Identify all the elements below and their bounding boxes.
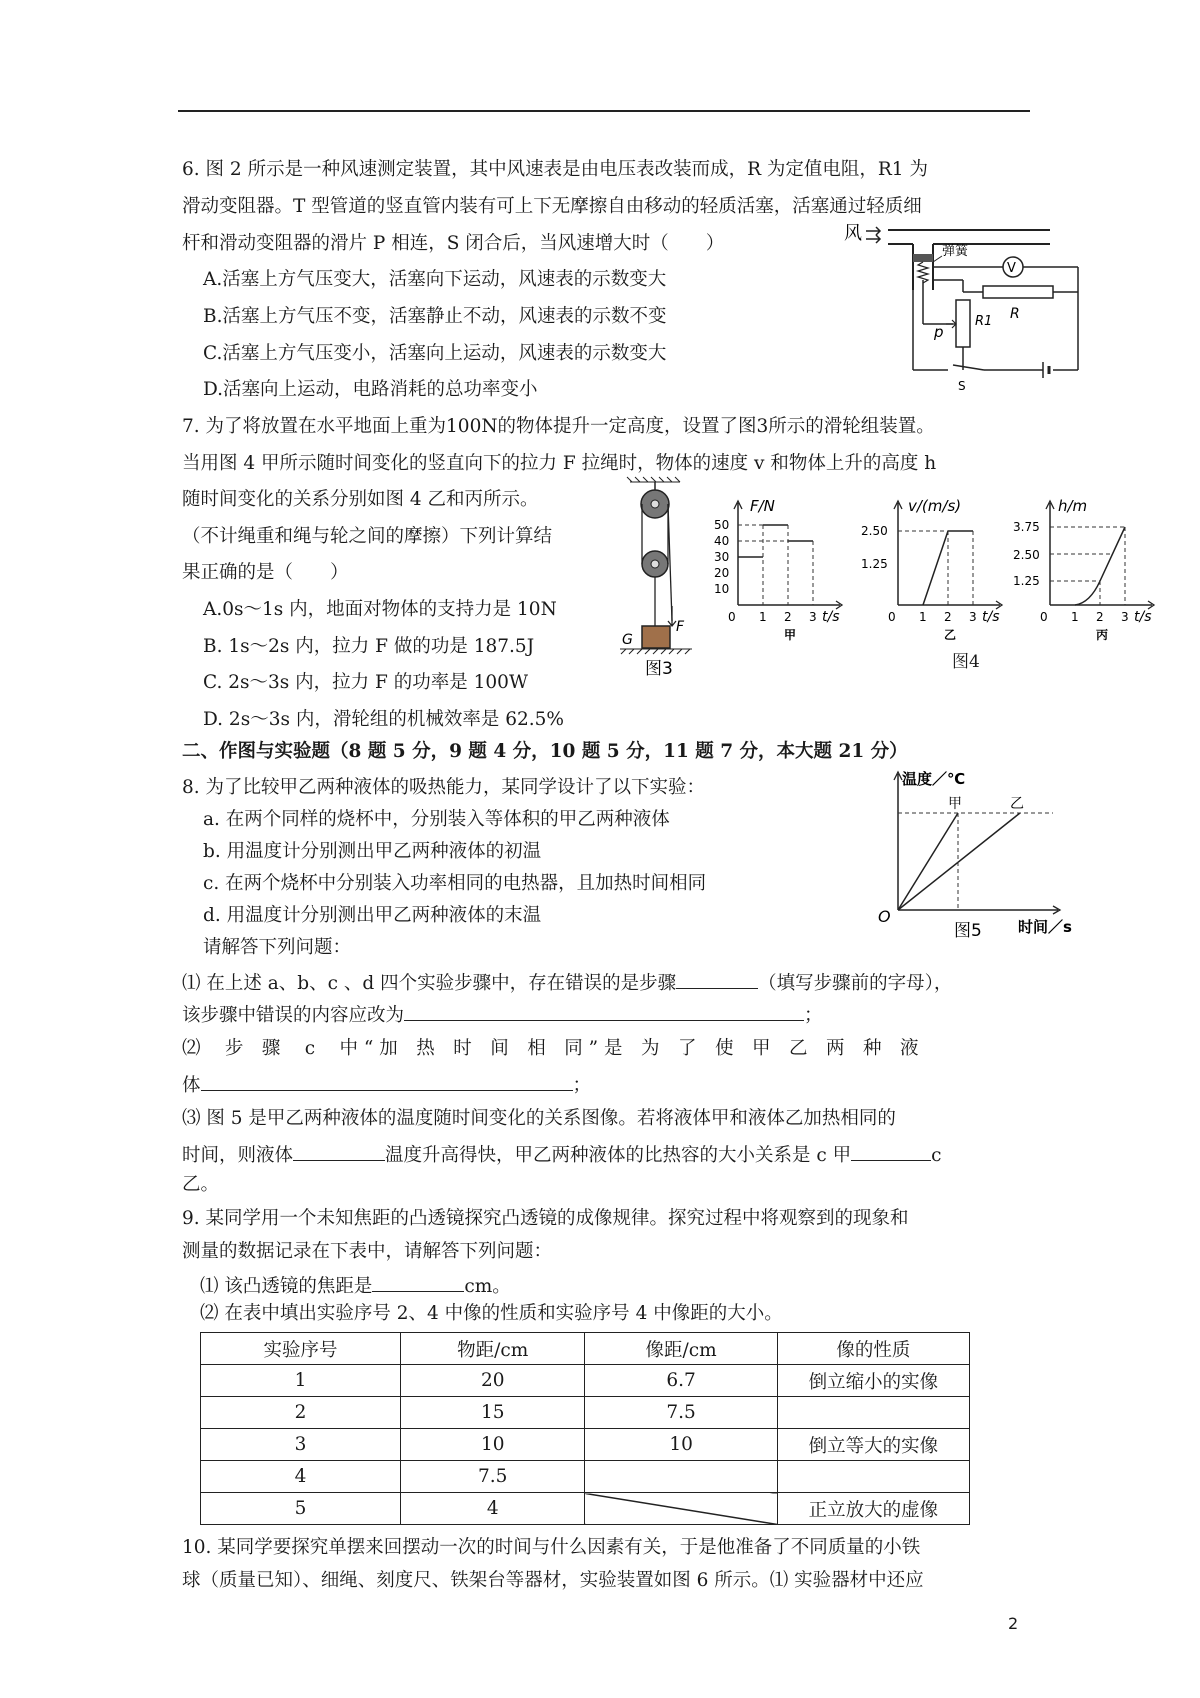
table-cell: 4 bbox=[400, 1493, 585, 1525]
q8-sub3-text-c: 温度升高得快，甲乙两种液体的比热容的大小关系是 c 甲 bbox=[385, 1145, 852, 1166]
q8-sub2-line2 bbox=[182, 1070, 591, 1098]
jia-ytick-30: 30 bbox=[714, 550, 730, 564]
q7-option-d: D. 2s～3s 内，滑轮组的机械效率是 62.5% bbox=[203, 709, 564, 730]
jia-ylabel: F/N bbox=[750, 497, 775, 515]
q8-sub3-line2 bbox=[182, 1140, 942, 1168]
jia-xlabel: t/s bbox=[822, 609, 840, 625]
jia-ytick-50: 50 bbox=[714, 518, 730, 532]
jia-name: 甲 bbox=[784, 628, 797, 642]
table-cell: 15 bbox=[400, 1397, 585, 1429]
voltmeter-label: V bbox=[1007, 261, 1016, 276]
bing-xtick-2: 2 bbox=[1096, 610, 1104, 624]
q7-option-c: C. 2s～3s 内，拉力 F 的功率是 100W bbox=[203, 672, 528, 693]
table-cell-answer[interactable] bbox=[777, 1461, 969, 1493]
q10-line2: 球（质量已知）、细绳、刻度尺、铁架台等器材，实验装置如图 6 所示。⑴ 实验器材中还应 bbox=[182, 1570, 924, 1591]
t-pipe bbox=[888, 230, 1050, 290]
q8-step-a: a. 在两个同样的烧杯中，分别装入等体积的甲乙两种液体 bbox=[203, 809, 670, 830]
slider-arrow-icon bbox=[946, 320, 956, 328]
jia-xtick-0: 0 bbox=[728, 610, 736, 624]
table-cell: 1 bbox=[201, 1365, 401, 1397]
table-cell: 10 bbox=[585, 1429, 777, 1461]
ceiling-hatch bbox=[627, 477, 680, 482]
bing-ytick-250: 2.50 bbox=[1013, 548, 1040, 562]
q8-sub3-blank-compare[interactable] bbox=[851, 1140, 931, 1161]
yi-ylabel: v/(m/s) bbox=[908, 497, 962, 515]
table-cell: 倒立等大的实像 bbox=[777, 1429, 969, 1461]
page-number: 2 bbox=[1008, 1614, 1019, 1633]
q9-sub1-text-a: ⑴ 该凸透镜的焦距是 bbox=[200, 1276, 373, 1297]
fig3-caption: 图3 bbox=[645, 659, 673, 679]
q8-sub1-blank-fix[interactable] bbox=[404, 1000, 804, 1021]
fig5-graph bbox=[858, 760, 1088, 940]
table-header: 实验序号 bbox=[201, 1333, 401, 1365]
q9-sub1-text-b: cm。 bbox=[464, 1276, 511, 1297]
rheostat-r1 bbox=[956, 300, 970, 347]
bing-ylabel: h/m bbox=[1058, 497, 1088, 515]
q8-line1: 8. 为了比较甲乙两种液体的吸热能力，某同学设计了以下实验： bbox=[182, 777, 706, 798]
yi-ytick-250: 2.50 bbox=[861, 524, 888, 538]
bing-xtick-0: 0 bbox=[1040, 610, 1048, 624]
q7-option-b: B. 1s～2s 内，拉力 F 做的功是 187.5J bbox=[203, 636, 535, 657]
q8-sub3-line1: ⑶ 图 5 是甲乙两种液体的温度随时间变化的关系图像。若将液体甲和液体乙加热相同的 bbox=[182, 1108, 896, 1129]
yi-xtick-0: 0 bbox=[888, 610, 896, 624]
table-row bbox=[201, 1461, 970, 1493]
table-cell: 10 bbox=[400, 1429, 585, 1461]
bing-ytick-375: 3.75 bbox=[1013, 520, 1040, 534]
fig5-line-jia-label: 甲 bbox=[948, 796, 962, 812]
table-cell-answer[interactable] bbox=[585, 1461, 777, 1493]
q9-sub1 bbox=[200, 1271, 511, 1299]
yi-xtick-2: 2 bbox=[944, 610, 952, 624]
fig4-graph-bing bbox=[1010, 495, 1170, 645]
table-row bbox=[201, 1365, 970, 1397]
lens-data-table bbox=[200, 1332, 970, 1525]
jia-ytick-10: 10 bbox=[714, 582, 730, 596]
q9-sub1-blank-focal[interactable] bbox=[372, 1271, 464, 1292]
q10-line1: 10. 某同学要探究单摆来回摆动一次的时间与什么因素有关，于是他准备了不同质量的小铁 bbox=[182, 1537, 921, 1558]
q8-sub3-line3: 乙。 bbox=[182, 1174, 220, 1195]
q8-sub1-line2 bbox=[182, 1000, 823, 1028]
fig5-ylabel: 温度／℃ bbox=[902, 770, 966, 788]
rheostat-label: R1 bbox=[975, 314, 993, 329]
q8-sub2-blank[interactable] bbox=[201, 1070, 573, 1091]
table-header: 像距/cm bbox=[585, 1333, 777, 1365]
resistor-r bbox=[983, 286, 1053, 298]
table-cell: 2 bbox=[201, 1397, 401, 1429]
header-rule bbox=[178, 110, 1030, 112]
resistor-r-label: R bbox=[1010, 306, 1020, 322]
q7-line1: 7. 为了将放置在水平地面上重为100N的物体提升一定高度，设置了图3所示的滑轮组装置。 bbox=[182, 416, 935, 437]
q8-sub1-text-d: ； bbox=[804, 1005, 823, 1026]
table-cell: 6.7 bbox=[585, 1365, 777, 1397]
pulley-figure bbox=[620, 476, 700, 686]
table-cell: 倒立缩小的实像 bbox=[777, 1365, 969, 1397]
fig4-graph-yi bbox=[858, 495, 1008, 645]
yi-xlabel: t/s bbox=[982, 609, 1000, 625]
wind-label: 风 bbox=[844, 223, 862, 244]
bing-xlabel: t/s bbox=[1134, 609, 1152, 625]
fig4-caption: 图4 bbox=[952, 652, 980, 672]
slider-label: p bbox=[934, 323, 944, 341]
jia-xtick-3: 3 bbox=[809, 610, 817, 624]
fig5-xlabel: 时间／s bbox=[1018, 918, 1072, 936]
wind-arrows-icon bbox=[866, 227, 880, 243]
yi-xtick-1: 1 bbox=[919, 610, 927, 624]
section-heading: 二、作图与实验题（8 题 5 分，9 题 4 分，10 题 5 分，11 题 7 分，本大题 21 分） bbox=[182, 741, 908, 762]
q6-option-d: D.活塞向上运动，电路消耗的总功率变小 bbox=[203, 379, 538, 400]
table-cell-answer[interactable] bbox=[777, 1397, 969, 1429]
yi-xtick-3: 3 bbox=[969, 610, 977, 624]
table-cell-slashed bbox=[585, 1493, 777, 1525]
weight-label: G bbox=[622, 632, 633, 648]
weight-block bbox=[642, 626, 670, 648]
q8-sub1-text-a: ⑴ 在上述 a、b、c 、d 四个实验步骤中，存在错误的是步骤 bbox=[182, 973, 677, 994]
spring-icon bbox=[918, 262, 928, 283]
force-arrow-icon bbox=[668, 606, 676, 626]
q8-sub1-text-b: （填写步骤前的字母）， bbox=[758, 973, 953, 994]
q8-prompt: 请解答下列问题： bbox=[203, 937, 352, 958]
yi-ytick-125: 1.25 bbox=[861, 557, 888, 571]
table-header: 物距/cm bbox=[400, 1333, 585, 1365]
jia-xtick-2: 2 bbox=[784, 610, 792, 624]
q9-line1: 9. 某同学用一个未知焦距的凸透镜探究凸透镜的成像规律。探究过程中将观察到的现象和 bbox=[182, 1208, 909, 1229]
ground-hatch bbox=[620, 649, 692, 654]
table-row bbox=[201, 1493, 970, 1525]
q7-option-a: A.0s～1s 内，地面对物体的支持力是 10N bbox=[203, 599, 557, 620]
battery-icon bbox=[1043, 362, 1049, 378]
q6-line1: 6. 图 2 所示是一种风速测定装置，其中风速表是由电压表改装而成，R 为定值电阻，R1 为 bbox=[182, 159, 928, 180]
table-cell: 正立放大的虚像 bbox=[777, 1493, 969, 1525]
q6-option-a: A.活塞上方气压变大，活塞向下运动，风速表的示数变大 bbox=[203, 269, 667, 290]
q9-line2: 测量的数据记录在下表中，请解答下列问题： bbox=[182, 1241, 553, 1262]
table-cell: 4 bbox=[201, 1461, 401, 1493]
q7-line3: 随时间变化的关系分别如图 4 乙和丙所示。 bbox=[182, 489, 539, 510]
q6-option-c: C.活塞上方气压变小，活塞向上运动，风速表的示数变大 bbox=[203, 343, 667, 364]
circuit-wires bbox=[913, 262, 1078, 370]
force-label: F bbox=[676, 619, 685, 635]
q8-step-b: b. 用温度计分别测出甲乙两种液体的初温 bbox=[203, 841, 542, 862]
q9-sub2: ⑵ 在表中填出实验序号 2、4 中像的性质和实验序号 4 中像距的大小。 bbox=[200, 1303, 783, 1324]
fig5-line-yi-label: 乙 bbox=[1010, 796, 1024, 812]
yi-name: 乙 bbox=[944, 628, 957, 642]
q7-line2: 当用图 4 甲所示随时间变化的竖直向下的拉力 F 拉绳时，物体的速度 v 和物体上升的高度 h bbox=[182, 453, 937, 474]
table-cell: 5 bbox=[201, 1493, 401, 1525]
piston-icon bbox=[913, 254, 933, 262]
table-row bbox=[201, 1397, 970, 1429]
q8-sub1-text-c: 该步骤中错误的内容应改为 bbox=[182, 1005, 405, 1026]
wind-device-figure bbox=[838, 222, 1118, 402]
q8-sub1-line1 bbox=[182, 968, 952, 996]
q8-sub2-text-c: ； bbox=[572, 1075, 592, 1096]
q8-sub3-blank-liquid[interactable] bbox=[293, 1140, 385, 1161]
fig5-origin: O bbox=[878, 907, 891, 926]
table-cell: 20 bbox=[400, 1365, 585, 1397]
table-header: 像的性质 bbox=[777, 1333, 969, 1365]
q7-line5: 果正确的是（ ） bbox=[182, 562, 349, 583]
table-header-row bbox=[201, 1333, 970, 1365]
bing-xtick-1: 1 bbox=[1071, 610, 1079, 624]
switch-label: S bbox=[958, 379, 966, 393]
q6-line3: 杆和滑动变阻器的滑片 P 相连，S 闭合后，当风速增大时（ ） bbox=[182, 233, 725, 254]
table-cell: 7.5 bbox=[400, 1461, 585, 1493]
fig4-graph-jia bbox=[708, 495, 848, 645]
bing-name: 丙 bbox=[1096, 628, 1109, 642]
table-cell: 3 bbox=[201, 1429, 401, 1461]
q6-option-b: B.活塞上方气压不变，活塞静止不动，风速表的示数不变 bbox=[203, 306, 667, 327]
q8-sub3-text-b: 时间，则液体 bbox=[182, 1145, 294, 1166]
q8-sub2-text-b: 体 bbox=[182, 1075, 201, 1096]
jia-xtick-1: 1 bbox=[759, 610, 767, 624]
table-cell: 7.5 bbox=[585, 1397, 777, 1429]
q8-sub1-blank-step[interactable] bbox=[676, 968, 758, 989]
fig5-caption: 图5 bbox=[954, 921, 982, 940]
q6-line2: 滑动变阻器。T 型管道的竖直管内装有可上下无摩擦自由移动的轻质活塞，活塞通过轻质细 bbox=[182, 196, 922, 217]
q8-step-d: d. 用温度计分别测出甲乙两种液体的末温 bbox=[203, 905, 542, 926]
bing-ytick-125: 1.25 bbox=[1013, 574, 1040, 588]
jia-ytick-40: 40 bbox=[714, 534, 730, 548]
q8-step-c: c. 在两个烧杯中分别装入功率相同的电热器，且加热时间相同 bbox=[203, 873, 707, 894]
spring-label: 弹簧 bbox=[942, 244, 969, 259]
jia-ytick-20: 20 bbox=[714, 566, 730, 580]
bing-xtick-3: 3 bbox=[1121, 610, 1129, 624]
table-row bbox=[201, 1429, 970, 1461]
q8-sub3-text-d: c bbox=[931, 1145, 942, 1166]
q8-sub2-line1: ⑵ 步 骤 c 中 “ 加 热 时 间 相 同 ” 是 为 了 使 甲 乙 两 种 液 bbox=[182, 1038, 919, 1059]
q7-line4: （不计绳重和绳与轮之间的摩擦）下列计算结 bbox=[182, 526, 553, 547]
